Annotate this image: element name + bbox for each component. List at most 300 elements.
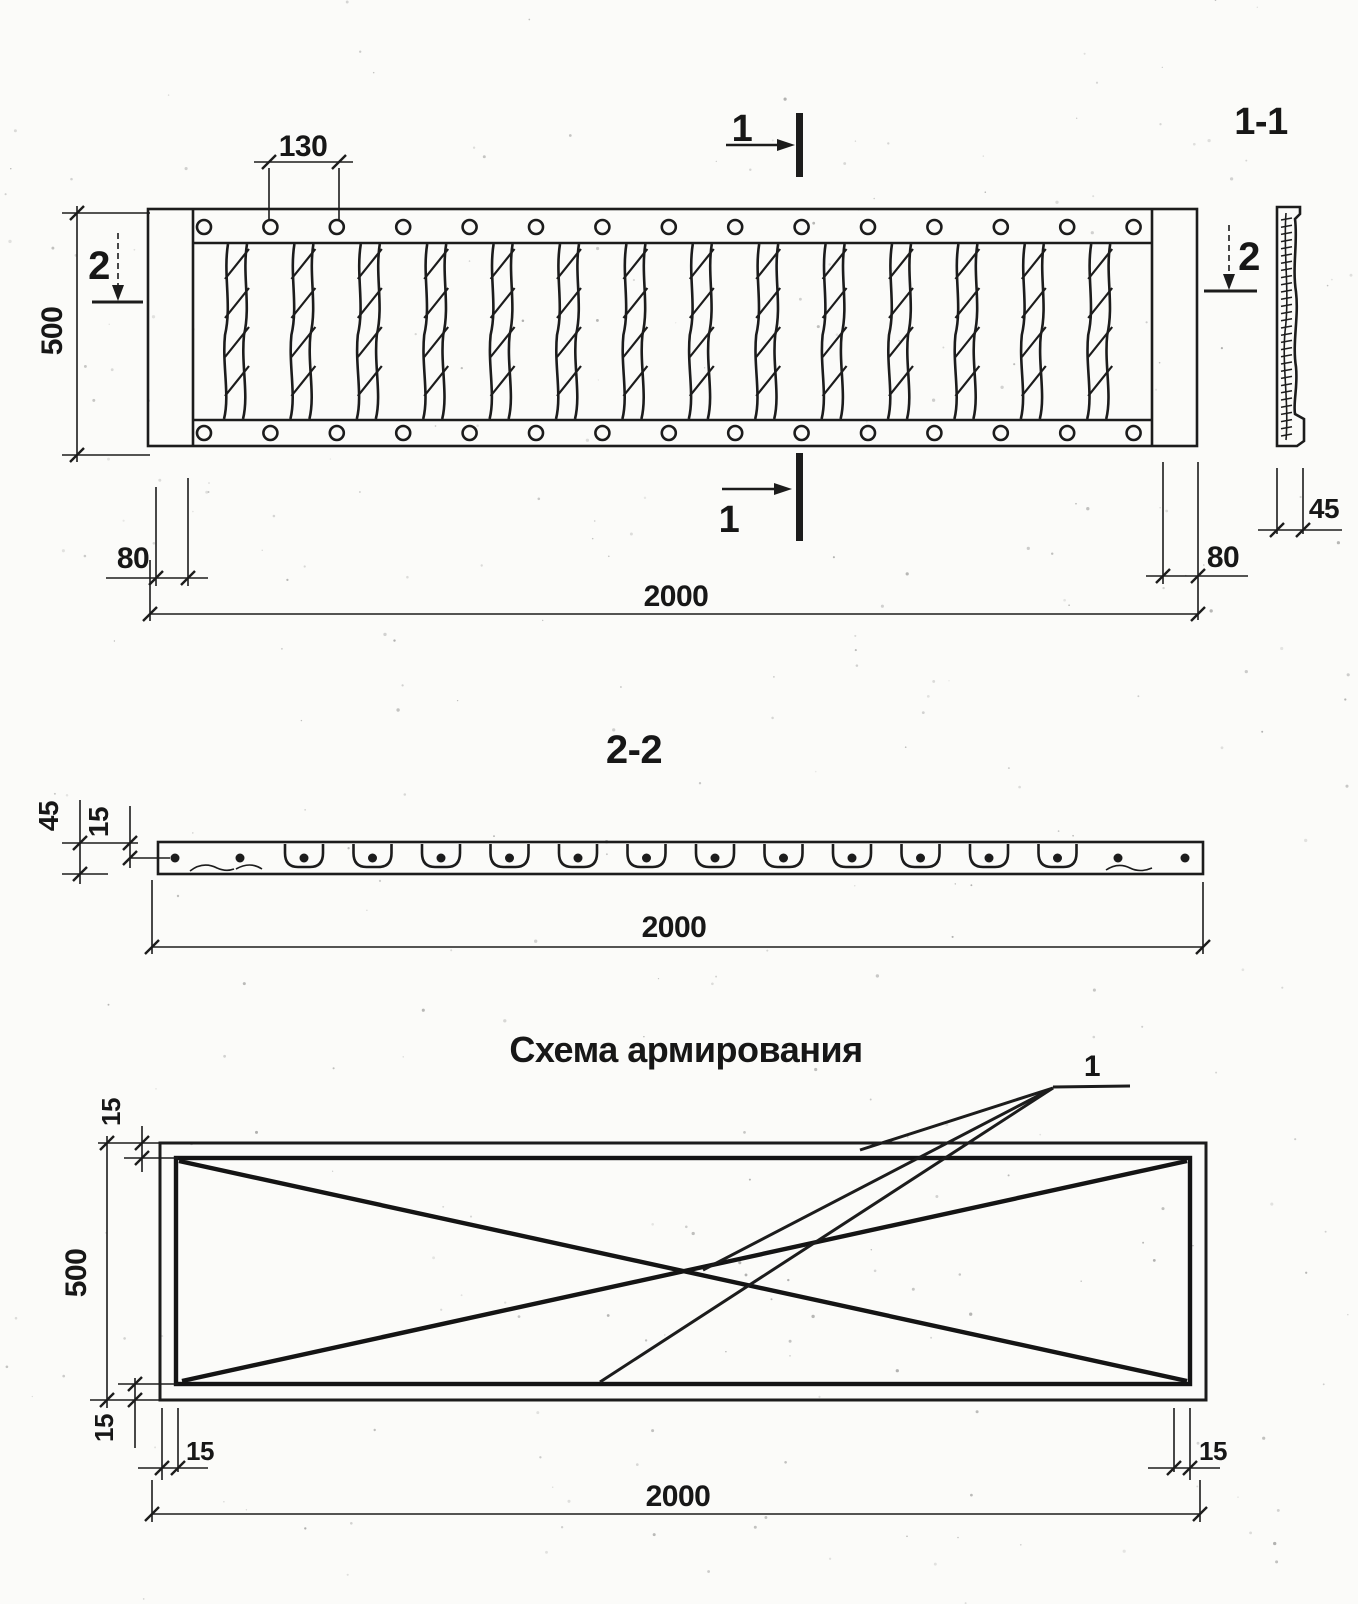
mark-1-label: 1 — [731, 108, 753, 150]
noise-dot — [969, 1313, 972, 1316]
rail-holes — [197, 220, 1141, 440]
baluster-twist-line — [889, 327, 913, 357]
noise-dot — [738, 1261, 741, 1264]
noise-dot — [304, 809, 305, 810]
dim-2000-label: 2000 — [645, 1480, 711, 1513]
rebar-dot — [1181, 854, 1190, 863]
noise-dot — [905, 746, 907, 748]
twisted-balusters — [224, 244, 1112, 419]
noise-dot — [1192, 1245, 1193, 1246]
noise-dot — [873, 198, 875, 200]
noise-dot — [1345, 785, 1348, 788]
noise-dot — [273, 515, 276, 518]
dim-2000-label: 2000 — [643, 580, 709, 613]
noise-dot — [223, 1501, 224, 1502]
arrow-right-icon — [774, 483, 792, 495]
noise-dot — [223, 1055, 226, 1058]
rail-hole — [927, 426, 941, 440]
noise-dot — [1013, 363, 1015, 365]
dim-80-left — [106, 478, 208, 586]
noise-dot — [1027, 547, 1030, 550]
rail-hole — [463, 220, 477, 234]
noise-dot — [871, 1249, 872, 1250]
noise-dot — [1230, 177, 1233, 180]
noise-dot — [476, 424, 479, 427]
hatch-line — [1281, 434, 1292, 436]
noise-dot — [114, 640, 115, 641]
noise-dot — [359, 491, 361, 493]
noise-dot — [432, 1256, 435, 1259]
baluster-sockets — [171, 844, 1190, 867]
noise-dot — [155, 1088, 156, 1089]
dim-2000-label: 2000 — [641, 911, 707, 944]
dim-500-reinf — [60, 1136, 165, 1408]
hatch-line — [1281, 240, 1292, 242]
noise-dot — [887, 142, 889, 144]
noise-dot — [725, 1351, 726, 1352]
noise-dot — [970, 1494, 973, 1497]
noise-dot — [1210, 609, 1213, 612]
noise-dot — [552, 1486, 553, 1487]
dim-15-label: 15 — [83, 806, 114, 838]
noise-dot — [1153, 1259, 1156, 1262]
noise-dot — [1086, 507, 1089, 510]
elevation-view — [36, 108, 1260, 621]
noise-dot — [1162, 587, 1164, 589]
noise-dot — [1068, 604, 1070, 606]
plan-squiggle — [236, 865, 262, 869]
noise-dot — [854, 635, 856, 637]
noise-dot — [749, 169, 751, 171]
rail-hole — [595, 220, 609, 234]
baluster-twist-line — [557, 327, 581, 357]
noise-dot — [1350, 274, 1353, 277]
baluster-twist-line — [955, 327, 979, 357]
noise-dot — [630, 533, 633, 536]
noise-dot — [653, 1533, 656, 1536]
noise-dot — [1165, 510, 1168, 513]
rail-hole — [330, 220, 344, 234]
arrow-down-icon — [1223, 274, 1235, 290]
noise-dot — [881, 605, 884, 608]
noise-dot — [10, 168, 11, 169]
noise-dot — [754, 1526, 757, 1529]
noise-dot — [1018, 786, 1021, 789]
hatch-line — [1281, 290, 1292, 292]
rail-hole — [197, 220, 211, 234]
dim-2000-elevation — [143, 560, 1205, 621]
noise-dot — [347, 1574, 349, 1576]
baluster-twist-line — [690, 327, 714, 357]
dim-15-top — [96, 1098, 178, 1172]
rail-hole — [994, 426, 1008, 440]
rebar-dot — [848, 854, 857, 863]
noise-dot — [685, 1225, 688, 1228]
noise-dot — [1207, 139, 1210, 142]
noise-dot — [158, 479, 161, 482]
noise-dot — [1280, 647, 1283, 650]
noise-dot — [406, 576, 409, 579]
rail-hole — [529, 220, 543, 234]
noise-dot — [374, 1429, 376, 1431]
noise-dot — [1215, 1072, 1217, 1074]
noise-dot — [607, 1314, 610, 1317]
noise-dot — [350, 1522, 353, 1525]
baluster-twist-line — [291, 327, 315, 357]
noise-dot — [1294, 1138, 1296, 1140]
noise-dot — [108, 1004, 110, 1006]
noise-dot — [1237, 1496, 1238, 1497]
noise-dot — [483, 155, 486, 158]
noise-dot — [534, 940, 537, 943]
noise-dot — [608, 555, 610, 557]
mark-1-label: 1 — [718, 499, 740, 541]
noise-dot — [1262, 1437, 1265, 1440]
noise-dot — [545, 1551, 548, 1554]
noise-dot — [854, 885, 855, 886]
hatch-line — [1281, 247, 1292, 249]
noise-dot — [1242, 968, 1245, 971]
noise-dot — [1092, 1036, 1095, 1039]
dim-15-left — [138, 1408, 214, 1480]
noise-dot — [874, 1269, 877, 1272]
noise-dot — [66, 794, 69, 797]
noise-dot — [473, 147, 475, 149]
noise-dot — [594, 520, 596, 522]
noise-dot — [493, 835, 495, 837]
noise-dot — [707, 1570, 710, 1573]
noise-dot — [1305, 1272, 1307, 1274]
noise-dot — [644, 497, 646, 499]
hatch-line — [1281, 276, 1292, 278]
noise-dot — [983, 155, 984, 156]
baluster-twist-line — [424, 327, 448, 357]
noise-dot — [1203, 564, 1205, 566]
hatch-line — [1281, 412, 1292, 414]
noise-dot — [153, 542, 156, 545]
noise-dot — [192, 511, 194, 513]
noise-dot — [772, 139, 774, 141]
noise-dot — [461, 367, 463, 369]
hatch-line — [1281, 297, 1292, 299]
noise-dot — [1347, 1314, 1349, 1316]
rail-hole — [861, 220, 875, 234]
noise-dot — [1159, 362, 1161, 364]
noise-dot — [1039, 1134, 1041, 1136]
noise-dot — [1159, 507, 1160, 508]
noise-dot — [912, 1288, 915, 1291]
noise-dot — [773, 676, 775, 678]
noise-dot — [1249, 1531, 1252, 1534]
rail-hole — [861, 426, 875, 440]
noise-dot — [304, 565, 306, 567]
noise-dot — [1257, 7, 1258, 8]
noise-dot — [932, 680, 935, 683]
noise-dot — [1072, 835, 1074, 837]
noise-dot — [539, 1456, 541, 1458]
noise-dot — [134, 249, 136, 251]
noise-dot — [896, 1369, 899, 1372]
noise-dot — [815, 771, 817, 773]
noise-dot — [833, 556, 835, 558]
noise-dot — [1142, 1242, 1144, 1244]
noise-dot — [606, 853, 608, 855]
noise-dot — [1331, 279, 1333, 281]
hatch-line — [1281, 340, 1292, 342]
noise-dot — [1161, 1207, 1164, 1210]
rail-hole — [197, 426, 211, 440]
noise-dot — [332, 1171, 333, 1172]
rebar-dot — [642, 854, 651, 863]
noise-dot — [5, 193, 7, 195]
noise-dot — [14, 129, 17, 132]
noise-dot — [542, 620, 543, 621]
hatch-line — [1281, 268, 1292, 270]
rail-hole — [1127, 426, 1141, 440]
noise-dot — [811, 1315, 814, 1318]
noise-dot — [749, 1179, 751, 1181]
bar-item-label: 1 — [1083, 1050, 1101, 1083]
noise-dot — [829, 1558, 831, 1560]
hatch-line — [1281, 355, 1292, 357]
noise-dot — [536, 1411, 539, 1414]
rebar-dot — [437, 854, 446, 863]
noise-dot — [1141, 1026, 1143, 1028]
dim-500-label: 500 — [36, 306, 69, 356]
rebar-dot — [236, 854, 245, 863]
rail-hole — [396, 220, 410, 234]
noise-dot — [518, 1315, 521, 1318]
noise-dot — [704, 367, 705, 368]
noise-dot — [985, 191, 987, 193]
hatch-line — [1281, 304, 1292, 306]
noise-dot — [596, 319, 599, 322]
noise-dot — [373, 72, 375, 74]
noise-dot — [567, 1500, 570, 1503]
noise-dot — [856, 664, 859, 667]
noise-dot — [84, 555, 87, 558]
noise-dot — [383, 633, 386, 636]
baluster-twist-line — [358, 327, 382, 357]
noise-dot — [1058, 830, 1060, 832]
noise-dot — [828, 263, 831, 266]
noise-dot — [1245, 160, 1247, 162]
section-mark-1-bottom — [719, 453, 803, 541]
noise-dot — [422, 1009, 425, 1012]
noise-dot — [898, 340, 900, 342]
noise-dot — [561, 1526, 563, 1528]
noise-dot — [771, 1298, 773, 1300]
baluster-twist-line — [623, 327, 647, 357]
dim-2000-plan — [145, 880, 1210, 954]
noise-dot — [935, 1195, 938, 1198]
noise-dot — [1275, 1560, 1278, 1563]
noise-dot — [651, 1223, 654, 1226]
noise-dot — [168, 94, 169, 95]
rebar-dot — [779, 854, 788, 863]
noise-dot — [1193, 143, 1196, 146]
rail-hole — [595, 426, 609, 440]
noise-dot — [1196, 1485, 1198, 1487]
bar-leader — [600, 1050, 1130, 1382]
noise-dot — [503, 1019, 506, 1022]
noise-dot — [930, 1337, 932, 1339]
dim-15-label: 15 — [89, 1414, 119, 1442]
rebar-dot — [1053, 854, 1062, 863]
hatch-line — [1281, 376, 1292, 378]
dim-15-label: 15 — [1199, 1436, 1227, 1466]
dim-45-profile — [1258, 468, 1342, 537]
noise-dot — [586, 439, 589, 442]
noise-dot — [109, 324, 110, 325]
noise-dot — [959, 1273, 962, 1276]
noise-dot — [1273, 1542, 1276, 1545]
noise-dot — [771, 717, 774, 720]
rail-hole — [1127, 220, 1141, 234]
baluster-twist-line — [225, 327, 249, 357]
noise-dot — [1159, 123, 1161, 125]
noise-dot — [301, 720, 302, 721]
hatch-line — [1281, 326, 1292, 328]
noise-dot — [469, 260, 471, 262]
reinforcement-scheme — [60, 1029, 1227, 1522]
noise-dot — [435, 425, 437, 427]
rebar-dot — [574, 854, 583, 863]
noise-dot — [812, 222, 815, 225]
dim-45-label: 45 — [33, 800, 64, 832]
hatch-line — [1281, 405, 1292, 407]
arrow-right-icon — [777, 139, 795, 151]
noise-dot — [347, 847, 349, 849]
noise-dot — [1221, 746, 1224, 749]
rail-hole — [463, 426, 477, 440]
rail-hole — [263, 220, 277, 234]
rebar-dot — [171, 854, 180, 863]
dim-15-label: 15 — [96, 1098, 126, 1126]
section-mark-2-right — [1204, 225, 1260, 291]
scan-noise — [5, 0, 1353, 1604]
noise-dot — [504, 1301, 506, 1303]
noise-dot — [636, 1463, 639, 1466]
noise-dot — [143, 1598, 145, 1600]
noise-dot — [1277, 1509, 1280, 1512]
noise-dot — [955, 883, 956, 884]
noise-dot — [876, 974, 879, 977]
noise-dot — [784, 98, 787, 101]
noise-dot — [592, 538, 594, 540]
plan-squiggle — [1106, 865, 1152, 870]
noise-dot — [1221, 347, 1223, 349]
noise-dot — [906, 572, 909, 575]
section-mark-1-top — [726, 108, 803, 177]
noise-dot — [522, 320, 525, 323]
noise-dot — [6, 1365, 9, 1368]
rail-hole — [728, 426, 742, 440]
noise-dot — [664, 1334, 665, 1335]
noise-dot — [569, 134, 572, 137]
noise-dot — [1123, 1550, 1126, 1553]
noise-dot — [528, 19, 530, 21]
noise-dot — [1055, 201, 1058, 204]
section-1-1-title: 1-1 — [1234, 101, 1288, 143]
dim-130-label: 130 — [278, 130, 328, 163]
noise-dot — [766, 950, 768, 952]
hatch-line — [1281, 232, 1292, 234]
rebar-dot — [711, 854, 720, 863]
rail-hole — [927, 220, 941, 234]
noise-dot — [401, 684, 403, 686]
noise-dot — [934, 1563, 937, 1566]
mark-2-label: 2 — [88, 244, 110, 288]
hatch-line — [1281, 261, 1292, 263]
noise-dot — [817, 325, 820, 328]
noise-dot — [205, 491, 208, 494]
section-2-2-view — [33, 728, 1210, 954]
noise-dot — [1076, 118, 1077, 119]
hatch-line — [1281, 283, 1292, 285]
noise-dot — [745, 1273, 748, 1276]
noise-dot — [836, 333, 839, 336]
dim-15-label: 15 — [186, 1436, 214, 1466]
noise-dot — [54, 793, 56, 795]
noise-dot — [1075, 503, 1077, 505]
noise-dot — [598, 379, 599, 380]
section-1-1-view — [1234, 101, 1342, 537]
noise-dot — [123, 1337, 126, 1340]
hatch-line — [1281, 391, 1292, 393]
noise-dot — [442, 1206, 444, 1208]
dim-500-label: 500 — [60, 1248, 93, 1298]
noise-dot — [843, 162, 846, 165]
noise-dot — [152, 315, 155, 318]
noise-dot — [366, 910, 367, 911]
panel-outline — [148, 209, 1197, 446]
dim-45-label: 45 — [1308, 493, 1340, 524]
noise-dot — [1300, 496, 1302, 498]
hatch-line — [1281, 312, 1292, 314]
hatch-line — [1281, 348, 1292, 350]
noise-dot — [1323, 1383, 1325, 1385]
noise-dot — [1080, 1280, 1082, 1282]
noise-dot — [304, 1527, 306, 1529]
hatch-line — [1281, 427, 1292, 429]
noise-dot — [1337, 541, 1340, 544]
noise-dot — [481, 564, 483, 566]
section-cut-bar — [796, 113, 803, 177]
noise-dot — [208, 482, 210, 484]
noise-dot — [789, 1355, 790, 1356]
noise-dot — [62, 1375, 65, 1378]
noise-dot — [393, 639, 395, 641]
noise-dot — [379, 880, 381, 882]
rebar-dot — [300, 854, 309, 863]
noise-dot — [1155, 389, 1157, 391]
noise-dot — [111, 368, 114, 371]
noise-dot — [404, 793, 407, 796]
dim-130 — [254, 130, 353, 221]
noise-dot — [457, 700, 458, 701]
noise-dot — [1245, 670, 1248, 673]
noise-dot — [699, 782, 701, 784]
dim-80-label: 80 — [116, 542, 150, 575]
rail-hole — [728, 220, 742, 234]
hatch-line — [1281, 362, 1292, 364]
noise-dot — [716, 161, 717, 162]
noise-dot — [799, 298, 802, 301]
noise-dot — [470, 1216, 472, 1218]
noise-dot — [1008, 767, 1010, 769]
section-2-2-title: 2-2 — [605, 728, 663, 772]
